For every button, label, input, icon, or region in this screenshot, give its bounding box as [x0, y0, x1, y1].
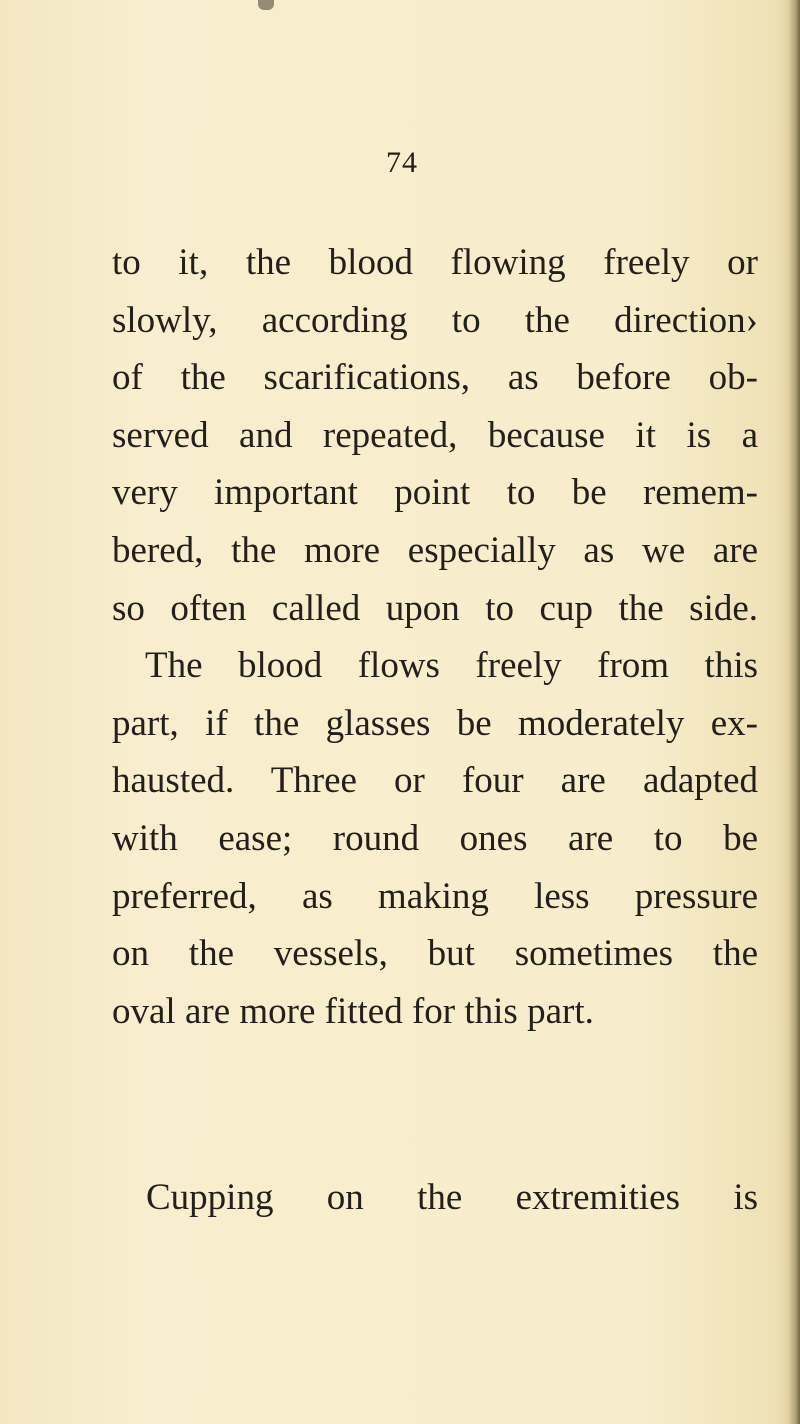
text-line-3: of the scarifications, as before ob-: [112, 357, 758, 399]
text-line-7: so often called upon to cup the side.: [112, 587, 758, 629]
text-line-6: bered, the more especially as we are: [112, 529, 758, 571]
text-line-11: with ease; round ones are to be: [112, 817, 758, 859]
text-line-14: oval are more fitted for this part.: [112, 990, 594, 1032]
text-line-8: The blood flows freely from this: [145, 645, 758, 687]
text-line-10: hausted. Three or four are adapted: [112, 760, 758, 802]
page-edge-shadow: [788, 0, 800, 1424]
text-line-9: part, if the glasses be moderately ex-: [112, 702, 758, 744]
text-line-4: served and repeated, because it is a: [112, 414, 758, 456]
text-line-12: preferred, as making less pressure: [112, 875, 758, 917]
page-number: 74: [386, 146, 418, 179]
text-line-2: slowly, according to the direction›: [112, 299, 758, 341]
body-text: [112, 234, 758, 1040]
binding-mark: [258, 0, 274, 10]
text-line-5: very important point to be remem-: [112, 472, 758, 514]
text-line-13: on the vessels, but sometimes the: [112, 933, 758, 975]
next-paragraph-start: Cupping on the extremities is: [146, 1177, 758, 1218]
text-line-1: to it, the blood flowing freely or: [112, 242, 758, 283]
